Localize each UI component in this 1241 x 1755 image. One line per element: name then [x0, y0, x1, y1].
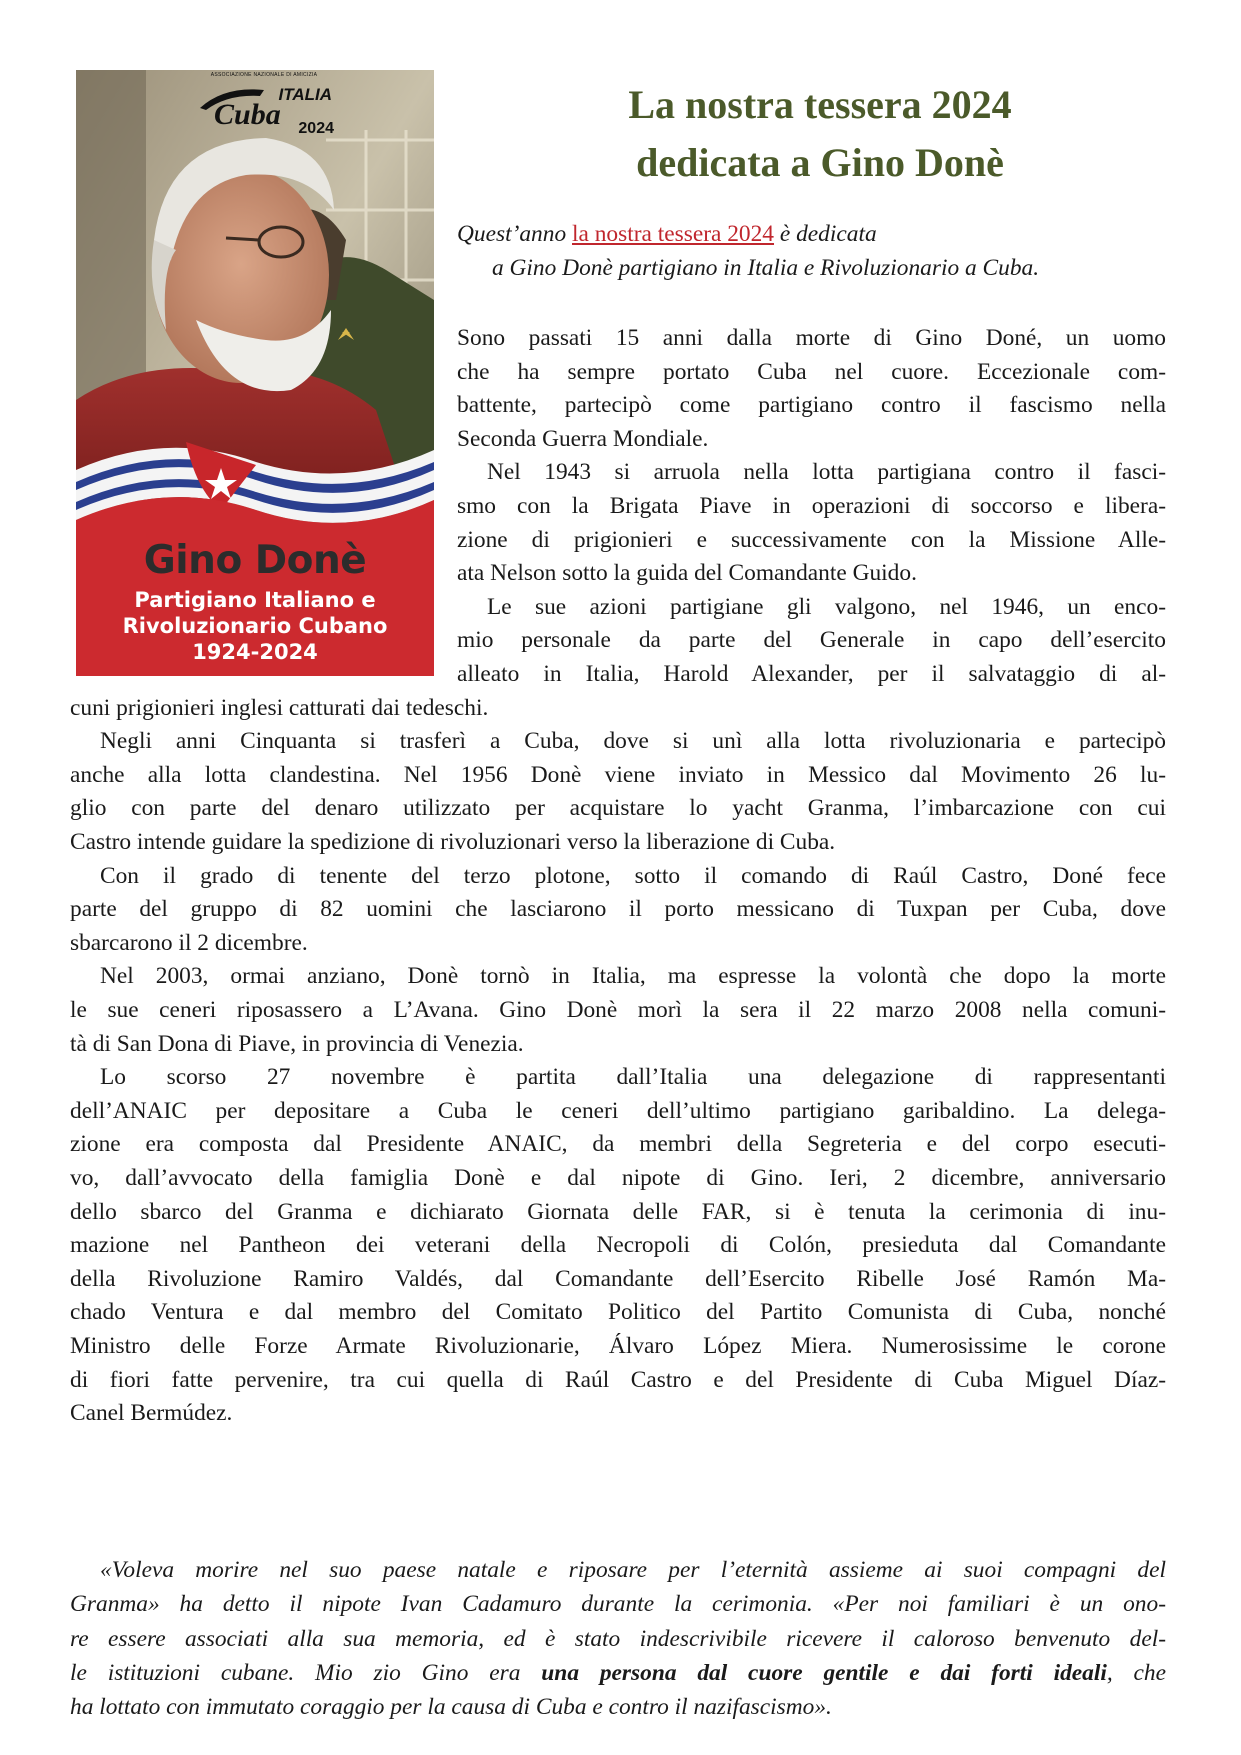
body-line: Sono passati 15 anni dalla morte di Gino Doné, un uomo	[457, 325, 1166, 351]
membership-card-image	[76, 70, 434, 676]
italia-cuba-logo	[194, 72, 334, 140]
logo-brand-top: ITALIA	[278, 85, 332, 104]
body-line: Canel Bermúdez.	[70, 1400, 233, 1427]
tessera-link[interactable]: la nostra tessera 2024	[572, 221, 775, 247]
page-title-line-2: dedicata a Gino Donè	[636, 140, 1004, 185]
body-line: mio personale da parte del Generale in capo dell’esercito	[457, 627, 1166, 654]
body-line: Nel 1943 si arruola nella lotta partigiana contro il fasci-	[487, 459, 1166, 486]
quote-line-5: ha lottato con immutato coraggio per la causa di Cuba e contro il nazifascismo».	[70, 1694, 832, 1721]
intro-post: è dedicata	[774, 221, 877, 247]
body-line: sbarcarono il 2 dicembre.	[70, 929, 308, 956]
logo-brand-bottom: Cuba	[214, 98, 281, 126]
card-dates: 1924-2024	[192, 640, 318, 664]
card-photo	[76, 70, 434, 676]
body-line: parte del gruppo di 82 uomini che lasciarono il porto messicano di Tuxpan per Cuba, dove	[70, 896, 1166, 923]
intro-line-2: a Gino Donè partigiano in Italia e Rivoluzionario a Cuba.	[492, 255, 1040, 281]
quote-line-4-post: , che	[1106, 1659, 1166, 1686]
body-line: di fiori fatte pervenire, tra cui quella di Raúl Castro e del Presidente di Cuba Miguel Díaz-	[70, 1366, 1166, 1393]
body-line: vo, dall’avvocato della famiglia Donè e dal nipote di Gino. Ieri, 2 dicembre, anniversario	[70, 1165, 1166, 1191]
body-line: dello sbarco del Granma e dichiarato Giornata delle FAR, si è tenuta la cerimonia di inu-	[70, 1198, 1166, 1225]
body-line: Castro intende guidare la spedizione di rivoluzionari verso la liberazione di Cuba.	[70, 829, 836, 855]
logo-association-text: ASSOCIAZIONE NAZIONALE DI AMICIZIA	[210, 72, 318, 78]
quote-line-4-pre: le istituzioni cubane. Mio zio Gino era	[70, 1659, 542, 1686]
body-line: zione di prigionieri e successivamente con la Missione Alle-	[457, 526, 1166, 553]
intro-line-1	[457, 219, 877, 249]
body-line: smo con la Brigata Piave in operazioni di soccorso e libera-	[457, 493, 1166, 519]
page-title-line-1: La nostra tessera 2024	[628, 82, 1012, 127]
intro-pre: Quest’anno	[457, 221, 572, 247]
body-line: mazione nel Pantheon dei veterani della Necropoli di Colón, presieduta dal Comandante	[70, 1232, 1166, 1259]
body-line: battente, partecipò come partigiano contro il fascismo nella	[457, 392, 1166, 419]
body-line: della Rivoluzione Ramiro Valdés, dal Comandante dell’Esercito Ribelle José Ramón Ma-	[70, 1265, 1166, 1292]
body-line: Con il grado di tenente del terzo plotone, sotto il comando di Raúl Castro, Doné fece	[100, 862, 1166, 889]
card-year: 2024	[298, 120, 334, 137]
body-line: zione era composta dal Presidente ANAIC, da membri della Segreteria e del corpo esecuti-	[70, 1131, 1166, 1158]
body-line: che ha sempre portato Cuba nel cuore. Eccezionale com-	[457, 358, 1166, 385]
body-line: Seconda Guerra Mondiale.	[457, 425, 709, 452]
body-line: anche alla lotta clandestina. Nel 1956 Donè viene inviato in Messico dal Movimento 26 lu-	[70, 761, 1166, 788]
quote-line: re essere associati alla sua memoria, ed è stato indescrivibile ricevere il caloroso benvenuto del-	[70, 1625, 1166, 1652]
body-line: Lo scorso 27 novembre è partita dall’Italia una delegazione di rappresentanti	[100, 1064, 1166, 1091]
body-line: Negli anni Cinquanta si trasferì a Cuba, dove si unì alla lotta rivoluzionaria e partecipò	[100, 728, 1166, 755]
body-line: cuni prigionieri inglesi catturati dai tedeschi.	[70, 694, 489, 721]
body-line: ata Nelson sotto la guida del Comandante Guido.	[457, 560, 917, 587]
quote-emphasis: una persona dal cuore gentile e dai forti ideali	[541, 1659, 1107, 1686]
body-line: Le sue azioni partigiane gli valgono, nel 1946, un enco-	[487, 593, 1166, 620]
quote-line-4	[70, 1658, 1166, 1688]
body-line: Ministro delle Forze Armate Rivoluzionarie, Álvaro López Miera. Numerosissime le corone	[70, 1333, 1166, 1359]
body-line: glio con parte del denaro utilizzato per acquistare lo yacht Granma, l’imbarcazione con cui	[70, 795, 1166, 822]
body-line: alleato in Italia, Harold Alexander, per il salvataggio di al-	[457, 661, 1166, 687]
quote-line: Granma» ha detto il nipote Ivan Cadamuro durante la cerimonia. «Per noi familiari è un ono-	[70, 1591, 1166, 1618]
body-line: dell’ANAIC per depositare a Cuba le ceneri dell’ultimo partigiano garibaldino. La delega-	[70, 1097, 1166, 1124]
body-line: chado Ventura e dal membro del Comitato Politico del Partito Comunista di Cuba, nonché	[70, 1299, 1166, 1326]
card-subtitle-1: Partigiano Italiano e	[134, 588, 376, 612]
body-line: tà di San Dona di Piave, in provincia di Venezia.	[70, 1030, 524, 1057]
body-line: le sue ceneri riposassero a L’Avana. Gino Donè morì la sera il 22 marzo 2008 nella comuni-	[70, 997, 1166, 1023]
quote-line: «Voleva morire nel suo paese natale e riposare per l’eternità assieme ai suoi compagni del	[100, 1557, 1166, 1583]
card-subtitle-2: Rivoluzionario Cubano	[122, 614, 388, 638]
card-name: Gino Donè	[143, 538, 367, 583]
body-line: Nel 2003, ormai anziano, Donè tornò in Italia, ma espresse la volontà che dopo la morte	[100, 963, 1166, 990]
